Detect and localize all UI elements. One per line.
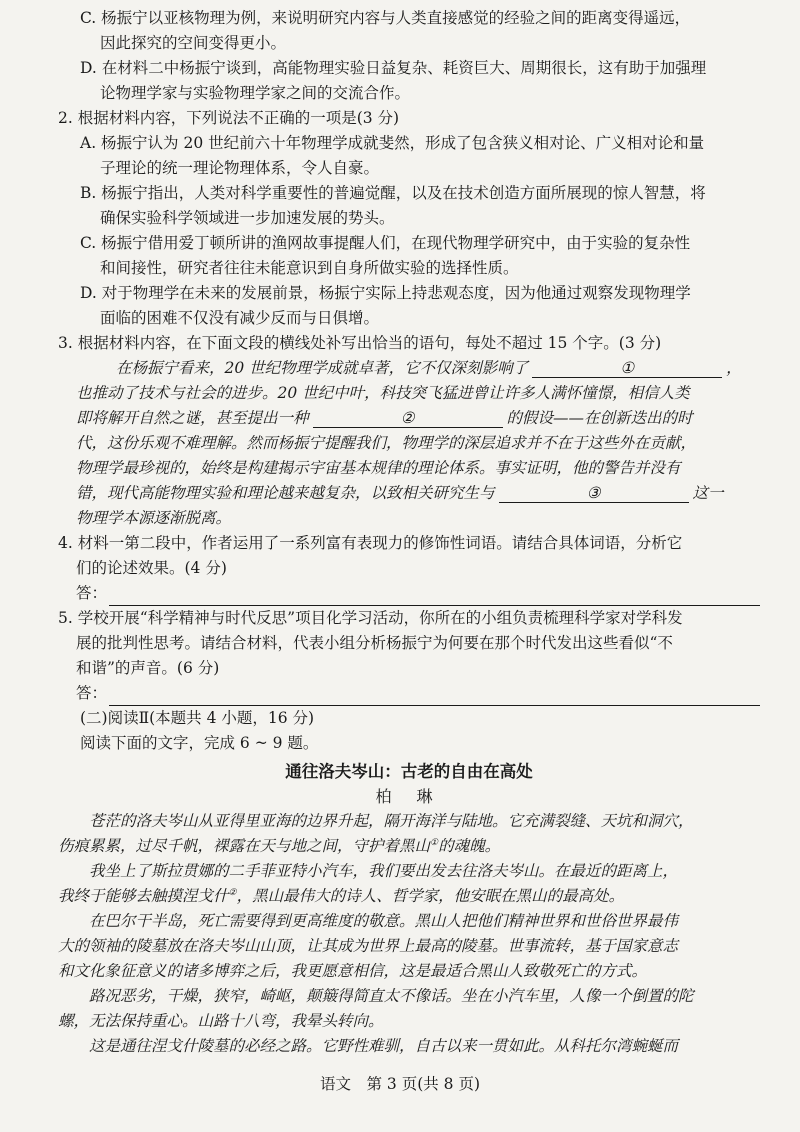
page-footer: 语文 第 3 页(共 8 页)	[319, 1075, 481, 1093]
q1-option-c-line1: C. 杨振宁以亚核物理为例，来说明研究内容与人类直接感觉的经验之间的距离变得遥远，	[80, 9, 691, 27]
q4-stem-line1: 4. 材料一第二段中，作者运用了一系列富有表现力的修饰性词语。请结合具体词语，分析它	[58, 534, 683, 552]
q3-stem: 3. 根据材料内容，在下面文段的横线处补写出恰当的语句，每处不超过 15 个字。(3 分)	[58, 334, 662, 352]
q3-passage-line6	[58, 481, 760, 506]
q3-blank-2[interactable]: ②	[313, 409, 503, 428]
article-text: 伤痕累累，过尽千帆，裸露在天与地之间，守护着黑山	[58, 837, 431, 855]
article-text: 的魂魄。	[438, 837, 501, 855]
reading2-instruction: 阅读下面的文字，完成 6 ~ 9 题。	[80, 734, 319, 752]
q3-passage-line5: 物理学最珍视的，始终是构建揭示宇宙基本规律的理论体系。事实证明，他的警告并没有	[76, 459, 681, 477]
footnote-marker-2[interactable]: ②	[228, 887, 237, 898]
q4-stem-line2: 们的论述效果。(4 分)	[76, 559, 227, 577]
q1-option-d-line1: D. 在材料二中杨振宁谈到，高能物理实验日益复杂、耗资巨大、周期很长，这有助于加强理	[80, 59, 707, 77]
q3-passage-line7: 物理学本源逐渐脱离。	[76, 509, 232, 527]
q3-blank-1[interactable]: ①	[532, 359, 722, 378]
article-text: ，黑山最伟大的诗人、哲学家，他安眠在黑山的最高处。	[236, 887, 625, 905]
article-para1-line2	[58, 834, 760, 859]
article-para3-line2: 大的领袖的陵墓放在洛夫岑山山顶，让其成为世界上最高的陵墓。世事流转，基于国家意志	[58, 937, 679, 955]
q3-passage-text: 的假设——在创新迭出的时	[506, 409, 693, 427]
q5-stem-line2: 展的批判性思考。请结合材料，代表小组分析杨振宁为何要在那个时代发出这些看似“不	[76, 634, 673, 652]
q2-option-a-line1: A. 杨振宁认为 20 世纪前六十年物理学成就斐然，形成了包含狭义相对论、广义相对论和量	[80, 134, 705, 152]
q5-answer-rule[interactable]	[109, 687, 760, 706]
article-author: 柏 琳	[375, 787, 443, 806]
article-para2-line1: 我坐上了斯拉贯娜的二手菲亚特小汽车，我们要出发去往洛夫岑山。在最近的距离上，	[89, 862, 679, 880]
q2-option-d-line1: D. 对于物理学在未来的发展前景，杨振宁实际上持悲观态度，因为他通过观察发现物理学	[80, 284, 691, 302]
q1-option-d-line2: 论物理学家与实验物理学家之间的交流合作。	[100, 84, 411, 102]
q3-passage-line1: 在杨振宁看来，20 世纪物理学成就卓著，它不仅深刻影响了 ① ，	[116, 359, 742, 377]
reading2-heading: (二)阅读Ⅱ(本题共 4 小题，16 分)	[80, 709, 315, 727]
article-text: 我终于能够去触摸涅戈什	[58, 887, 229, 905]
article-para5-line1: 这是通往涅戈什陵墓的必经之路。它野性难驯，自古以来一贯如此。从科托尔湾蜿蜒而	[89, 1037, 679, 1055]
q2-option-a-line2: 子理论的统一理论物理体系，令人自豪。	[100, 159, 380, 177]
article-para2-line2	[58, 884, 760, 909]
q4-answer-label: 答：	[76, 584, 108, 602]
q3-passage-text: 这一	[692, 484, 724, 502]
q5-answer-line[interactable]	[58, 681, 760, 706]
q2-option-b-line1: B. 杨振宁指出，人类对科学重要性的普遍觉醒，以及在技术创造方面所展现的惊人智慧，将	[80, 184, 706, 202]
q2-option-b-line2: 确保实验科学领域进一步加速发展的势头。	[100, 209, 395, 227]
q4-answer-rule[interactable]	[109, 587, 760, 606]
q2-option-c-line1: C. 杨振宁借用爱丁顿所讲的渔网故事提醒人们，在现代物理学研究中，由于实验的复杂性	[80, 234, 691, 252]
q3-blank-3[interactable]: ③	[499, 484, 689, 503]
q3-passage-text: 即将解开自然之谜，甚至提出一种	[76, 409, 309, 427]
q5-stem-line1: 5. 学校开展“科学精神与时代反思”项目化学习活动，你所在的小组负责梳理科学家对学科发	[58, 609, 683, 627]
q5-stem-line3: 和谐”的声音。(6 分)	[76, 659, 220, 677]
article-para3-line3: 和文化象征意义的诸多博弈之后，我更愿意相信，这是最适合黑山人致敬死亡的方式。	[58, 962, 648, 980]
q3-passage-line2: 也推动了技术与社会的进步。20 世纪中叶，科技突飞猛进曾让许多人满怀憧憬，相信人类	[76, 384, 690, 402]
q2-option-d-line2: 面临的困难不仅没有减少反而与日俱增。	[100, 309, 380, 327]
q3-passage-text: 在杨振宁看来，20 世纪物理学成就卓著，它不仅深刻影响了	[116, 359, 529, 377]
q2-option-c-line2: 和间接性，研究者往往未能意识到自身所做实验的选择性质。	[100, 259, 519, 277]
article-title: 通往洛夫岑山：古老的自由在高处	[285, 762, 533, 781]
q3-passage-text: 错，现代高能物理实验和理论越来越复杂，以致相关研究生与	[76, 484, 495, 502]
footnote-marker-1[interactable]: ①	[430, 837, 439, 848]
q3-passage-line3	[58, 406, 760, 431]
q3-passage-line4: 代，这份乐观不难理解。然而杨振宁提醒我们，物理学的深层追求并不在于这些外在贡献，	[76, 434, 697, 452]
q1-option-c-line2: 因此探究的空间变得更小。	[100, 34, 287, 52]
q4-answer-line[interactable]	[58, 581, 760, 606]
article-para4-line2: 螺，无法保持重心。山路十八弯，我晕头转向。	[58, 1012, 384, 1030]
article-para3-line1: 在巴尔干半岛，死亡需要得到更高维度的敬意。黑山人把他们精神世界和世俗世界最伟	[89, 912, 679, 930]
q5-answer-label: 答：	[76, 684, 108, 702]
article-para4-line1: 路况恶劣，干燥，狭窄，崎岖，颠簸得简直太不像话。坐在小汽车里，人像一个倒置的陀	[89, 987, 694, 1005]
q2-stem: 2. 根据材料内容，下列说法不正确的一项是(3 分)	[58, 109, 400, 127]
article-para1-line1: 苍茫的洛夫岑山从亚得里亚海的边界升起，隔开海洋与陆地。它充满裂缝、天坑和洞穴，	[89, 812, 694, 830]
